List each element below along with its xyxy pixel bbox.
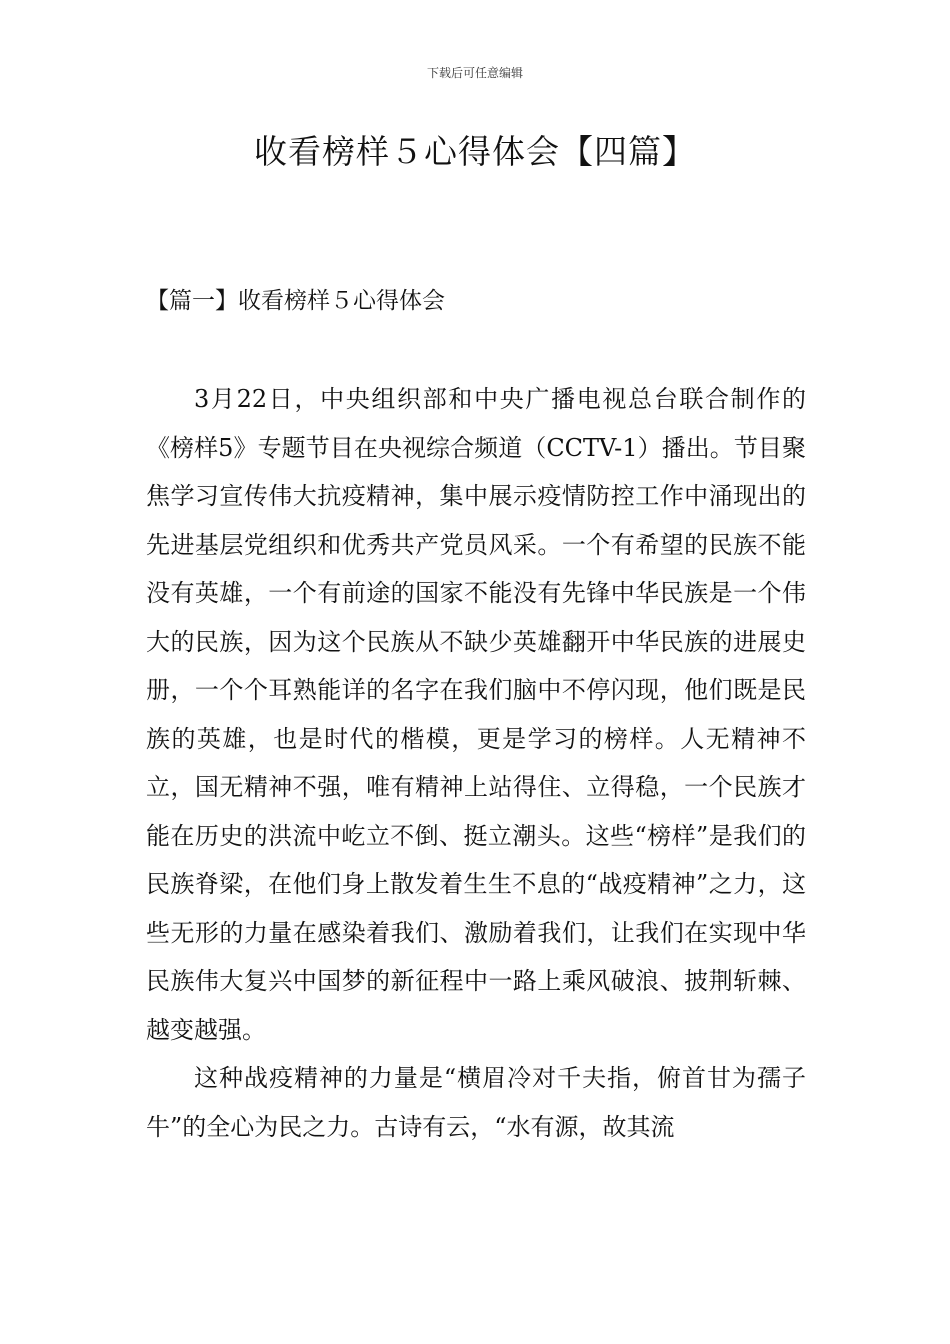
paragraph-1: 3月22日，中央组织部和中央广播电视总台联合制作的《榜样5》专题节目在央视综合频道（CCTV-1）播出。节目聚焦学习宣传伟大抗疫精神，集中展示疫情防控工作中涌现出的先进基层党组织和优秀共产党员风采。一个有希望的民族不能没有英雄，一个有前途的国家不能没有先锋中华民族是一个伟大的民族，因为这个民族从不缺少英雄翻开中华民族的进展史册，一个个耳熟能详的名字在我们脑中不停闪现，他们既是民族的英雄，也是时代的楷模，更是学习的榜样。人无精神不立，国无精神不强，唯有精神上站得住、立得稳，一个民族才能在历史的洪流中屹立不倒、挺立潮头。这些“榜样”是我们的民族脊梁，在他们身上散发着生生不息的“战疫精神”之力，这些无形的力量在感染着我们、激励着我们，让我们在实现中华民族伟大复兴中国梦的新征程中一路上乘风破浪、披荆斩棘、越变越强。 xyxy=(146,385,806,1044)
section-heading: 【篇一】收看榜样５心得体会 xyxy=(146,288,445,314)
paragraph-2: 这种战疫精神的力量是“横眉冷对千夫指，俯首甘为孺子牛”的全心为民之力。古诗有云，“水有源，故其流 xyxy=(146,1064,806,1141)
header-note: 下载后可任意编辑 xyxy=(426,66,523,80)
body-text xyxy=(146,375,806,1151)
document-title: 收看榜样５心得体会【四篇】 xyxy=(254,132,696,171)
